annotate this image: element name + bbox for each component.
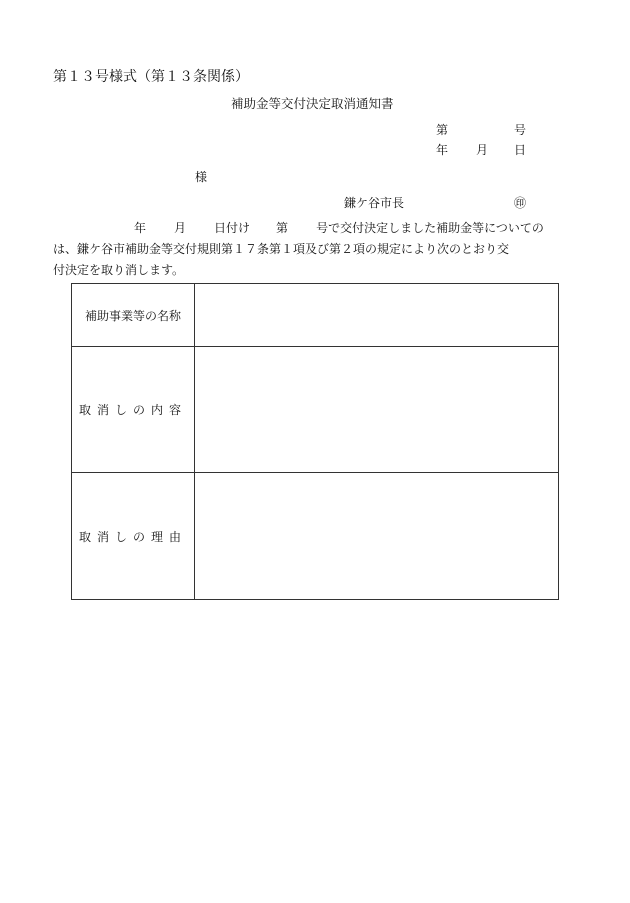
- form-number: 第１３号様式（第１３条関係）: [53, 69, 249, 85]
- date-year-label: 年: [436, 143, 449, 157]
- notice-body: [53, 218, 563, 281]
- table-row: [72, 473, 559, 600]
- subsidy-project-name-value: [195, 284, 559, 347]
- body-line-1: [53, 218, 563, 239]
- cancellation-details-table: [71, 283, 559, 600]
- body-line-2: は、鎌ケ谷市補助金等交付規則第１７条第１項及び第２項の規定により次のとおり交: [53, 242, 510, 256]
- body-rest: 号で交付決定しました補助金等についての: [316, 221, 544, 235]
- table-row: [72, 284, 559, 347]
- body-year: 年: [134, 221, 147, 235]
- document-number-suffix: 号: [514, 123, 527, 137]
- seal-mark: ㊞: [514, 196, 527, 210]
- date-month-label: 月: [476, 143, 489, 157]
- cancellation-content-label: 取消しの内容: [72, 347, 195, 473]
- cancellation-reason-label: 取消しの理由: [72, 473, 195, 600]
- cancellation-content-value: [195, 347, 559, 473]
- body-line-3: 付決定を取り消します。: [53, 263, 185, 277]
- document-title: 補助金等交付決定取消通知書: [231, 96, 394, 111]
- date-day-label: 日: [514, 143, 527, 157]
- body-dai: 第: [276, 221, 289, 235]
- cancellation-reason-value: [195, 473, 559, 600]
- recipient-honorific: 様: [195, 170, 208, 184]
- table-row: [72, 347, 559, 473]
- body-date: 日付け: [214, 221, 251, 235]
- body-month: 月: [174, 221, 187, 235]
- document-number-prefix: 第: [436, 123, 449, 137]
- issuer-name: 鎌ケ谷市長: [344, 196, 405, 210]
- subsidy-project-name-label: 補助事業等の名称: [72, 284, 195, 347]
